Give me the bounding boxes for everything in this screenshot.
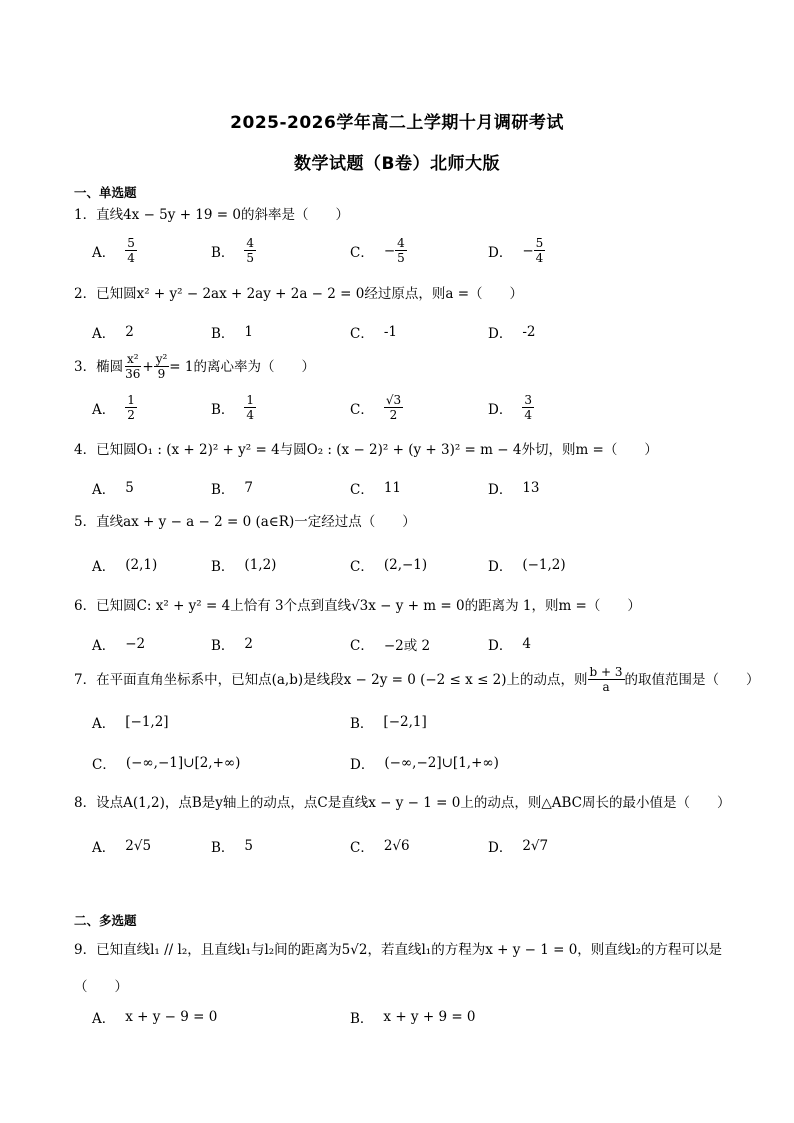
question-4-option-c: C． 11	[350, 480, 402, 498]
question-9-option-a: A． x + y − 9 = 0	[92, 1009, 218, 1027]
question-9-stem-continued: （ ）	[74, 979, 128, 995]
exam-subtitle: 数学试题（B卷）北师大版	[294, 154, 500, 174]
question-4-option-b: B． 7	[211, 480, 254, 498]
question-8-option-d: D． 2√7	[488, 838, 549, 856]
question-8-option-b: B． 5	[211, 838, 254, 856]
question-2-stem: 2．已知圆x² + y² − 2ax + 2ay + 2a − 2 = 0经过原点，则a =（ ）	[74, 286, 523, 302]
question-7-option-d: D． (−∞,−2]∪[1,+∞)	[350, 755, 499, 773]
question-1-option-d: D． − $\frac{5}{4}$	[488, 236, 544, 265]
question-8-option-c: C． 2√6	[350, 838, 410, 856]
section-single-choice: 一、单选题	[74, 185, 137, 200]
question-7-stem: 7．在平面直角坐标系中，已知点(a,b)是线段x − 2y = 0 (−2 ≤ x ≤ 2)上的动点，则 $\frac{b + 3}{a}$ 的取值范围是（ ）	[74, 665, 760, 694]
question-2-option-c: C． -1	[350, 324, 397, 342]
question-2-option-b: B． 1	[211, 324, 254, 342]
question-6-option-b: B． 2	[211, 636, 254, 654]
question-9-option-b: B． x + y + 9 = 0	[350, 1009, 476, 1027]
question-1-stem: 1．直线4x − 5y + 19 = 0的斜率是（ ）	[74, 207, 349, 223]
question-3-option-a: A． $\frac{1}{2}$	[92, 393, 135, 422]
question-3-option-d: D． $\frac{3}{4}$	[488, 393, 532, 422]
question-5-option-b: B． (1,2)	[211, 557, 277, 575]
question-9-stem: 9．已知直线l₁ // l₂，且直线l₁与l₂间的距离为5√2，若直线l₁的方程为x + y − 1 = 0，则直线l₂的方程可以是	[74, 942, 723, 958]
question-1-option-b: B． $\frac{4}{5}$	[211, 236, 255, 265]
question-1-option-c: C． − $\frac{4}{5}$	[350, 236, 405, 265]
question-7-option-a: A． [−1,2]	[92, 714, 169, 732]
question-7-option-b: B． [−2,1]	[350, 714, 427, 732]
question-4-option-a: A． 5	[92, 480, 134, 498]
question-3-stem: 3．椭圆 $\frac{\text{x²}}{36}$ + $\frac{\text{y²}}{9}$ = 1的离心率为（ ）	[74, 352, 315, 381]
question-6-option-d: D． 4	[488, 636, 531, 654]
question-8-stem: 8．设点A(1,2)，点B是y轴上的动点，点C是直线x − y − 1 = 0上的动点，则△ABC周长的最小值是（ ）	[74, 795, 731, 811]
exam-title: 2025-2026学年高二上学期十月调研考试	[230, 113, 564, 133]
question-5-option-c: C． (2,−1)	[350, 557, 428, 575]
section-multi-choice: 二、多选题	[74, 913, 137, 928]
question-3-option-c: C． $\frac{√3}{2}$	[350, 393, 402, 422]
question-6-option-a: A． −2	[92, 636, 146, 654]
question-8-option-a: A． 2√5	[92, 838, 152, 856]
question-3-option-b: B． $\frac{1}{4}$	[211, 393, 255, 422]
question-2-option-a: A． 2	[92, 324, 134, 342]
question-5-stem: 5．直线ax + y − a − 2 = 0 (a∈R)一定经过点（ ）	[74, 514, 416, 530]
question-7-option-c: C． (−∞,−1]∪[2,+∞)	[92, 755, 241, 773]
question-1-option-a: A． $\frac{5}{4}$	[92, 236, 135, 265]
question-5-option-a: A． (2,1)	[92, 557, 158, 575]
question-6-option-c: C． −2或 2	[350, 638, 431, 654]
question-5-option-d: D． (−1,2)	[488, 557, 566, 575]
question-4-option-d: D． 13	[488, 480, 540, 498]
question-6-stem: 6．已知圆C: x² + y² = 4上恰有 3个点到直线√3x − y + m = 0的距离为 1，则m =（ ）	[74, 598, 641, 614]
question-2-option-d: D． -2	[488, 324, 536, 342]
question-4-stem: 4．已知圆O₁ : (x + 2)² + y² = 4与圆O₂ : (x − 2)² + (y + 3)² = m − 4外切，则m =（ ）	[74, 442, 658, 458]
